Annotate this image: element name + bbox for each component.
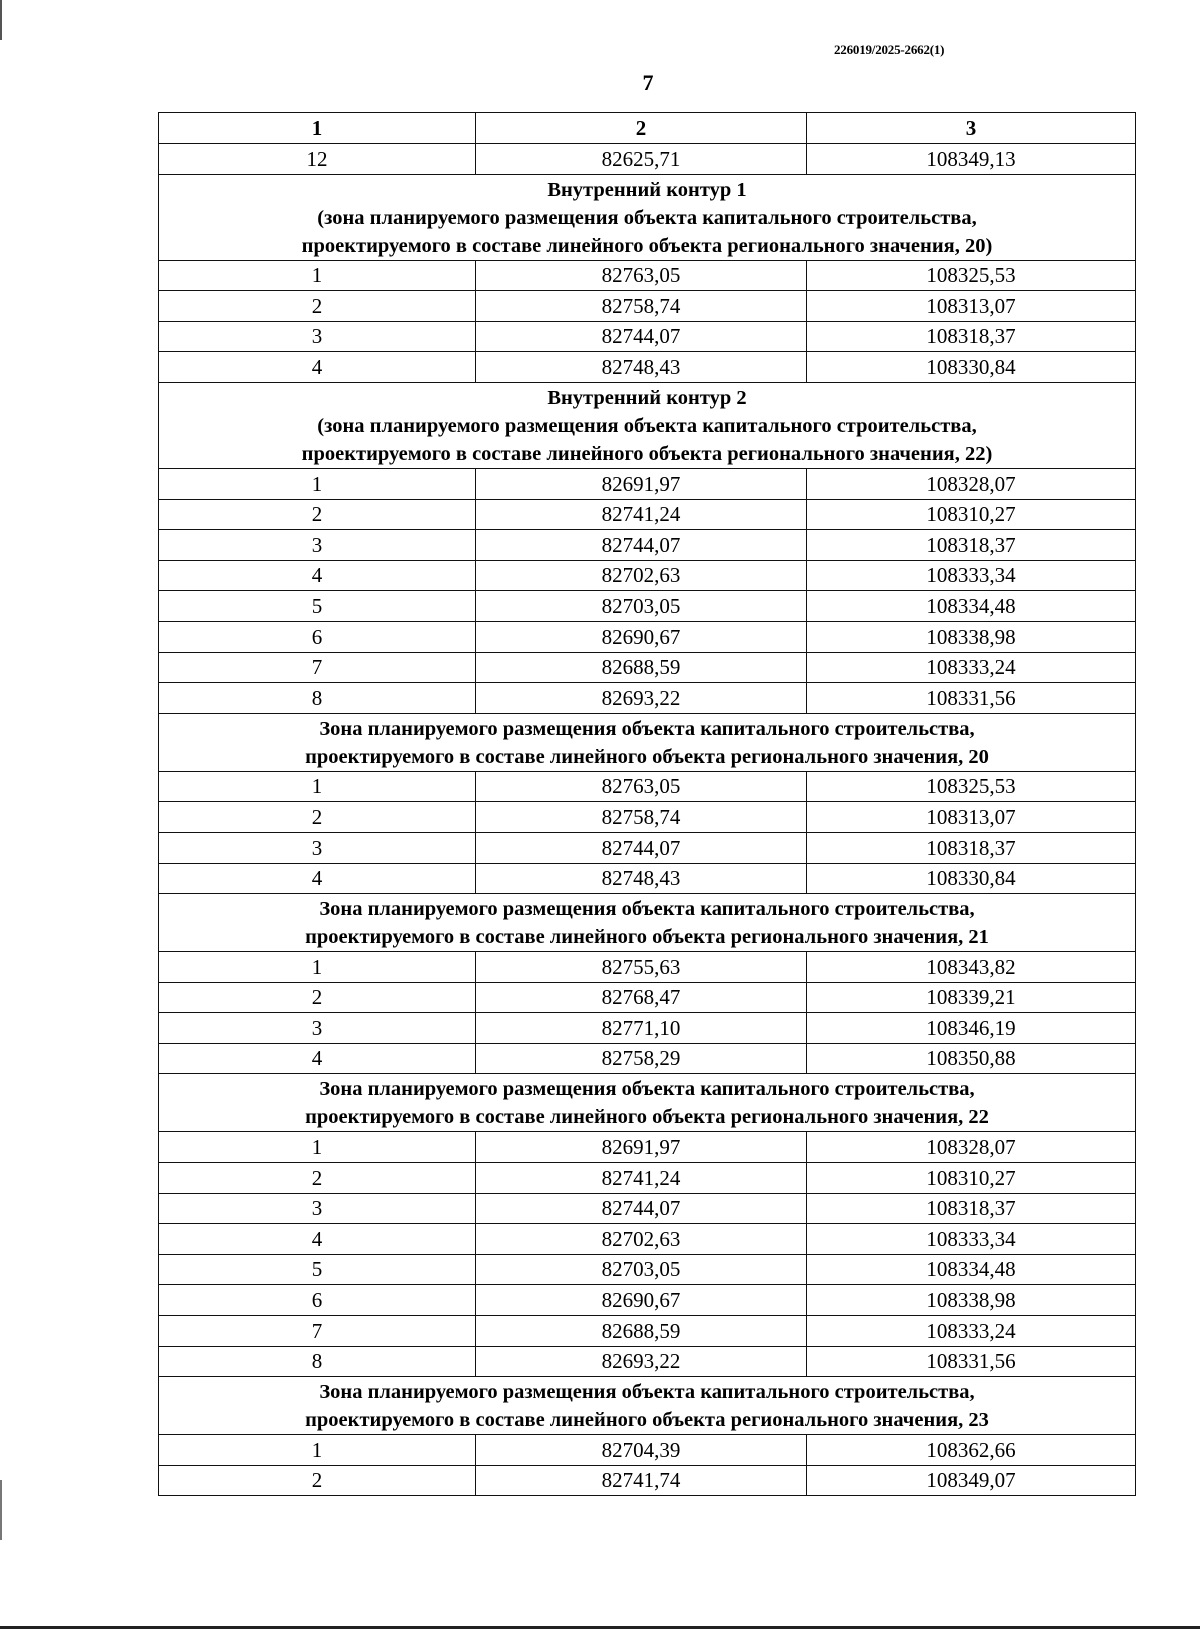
y-coordinate-cell: 108333,24 (807, 652, 1136, 683)
scan-bottom-edge (0, 1626, 1200, 1629)
x-coordinate-cell: 82768,47 (476, 982, 807, 1013)
section-header-row (159, 713, 1136, 771)
table-row (159, 1254, 1136, 1285)
point-number-cell: 1 (159, 1132, 476, 1163)
point-number-cell: 2 (159, 1163, 476, 1194)
coordinates-table-body (159, 113, 1136, 1496)
x-coordinate-cell: 82763,05 (476, 771, 807, 802)
x-coordinate-cell: 82688,59 (476, 652, 807, 683)
table-row (159, 952, 1136, 983)
table-row (159, 1193, 1136, 1224)
table-row (159, 530, 1136, 561)
table-row (159, 260, 1136, 291)
y-coordinate-cell: 108333,24 (807, 1316, 1136, 1347)
table-row (159, 352, 1136, 383)
x-coordinate-cell: 82741,24 (476, 499, 807, 530)
section-title-line: проектируемого в составе линейного объекта регионального значения, 21 (305, 926, 989, 949)
x-coordinate-cell: 82693,22 (476, 1346, 807, 1377)
y-coordinate-cell: 108343,82 (807, 952, 1136, 983)
section-title-line: Зона планируемого размещения объекта капитального строительства, (319, 1381, 975, 1404)
table-row (159, 1346, 1136, 1377)
section-header-row (159, 1377, 1136, 1435)
x-coordinate-cell: 82744,07 (476, 832, 807, 863)
x-coordinate-cell: 82693,22 (476, 683, 807, 714)
point-number-cell: 3 (159, 832, 476, 863)
section-title-line: проектируемого в составе линейного объекта регионального значения, 22) (301, 442, 993, 465)
page-number: 7 (642, 70, 654, 95)
table-row (159, 1316, 1136, 1347)
table-row (159, 1285, 1136, 1316)
point-number-cell: 1 (159, 260, 476, 291)
section-header-row (159, 894, 1136, 952)
section-title-line: (зона планируемого размещения объекта капитального строительства, (317, 414, 977, 437)
table-row (159, 982, 1136, 1013)
table-row (159, 144, 1136, 175)
point-number-cell: 12 (159, 144, 476, 175)
y-coordinate-cell: 108338,98 (807, 621, 1136, 652)
x-coordinate-cell: 82763,05 (476, 260, 807, 291)
point-number-cell: 3 (159, 1193, 476, 1224)
point-number-cell: 8 (159, 1346, 476, 1377)
section-header-row (159, 174, 1136, 260)
x-coordinate-cell: 82704,39 (476, 1435, 807, 1466)
x-coordinate-cell: 82758,74 (476, 291, 807, 322)
y-coordinate-cell: 108310,27 (807, 499, 1136, 530)
x-coordinate-cell: 82688,59 (476, 1316, 807, 1347)
section-title-line: (зона планируемого размещения объекта капитального строительства, (317, 206, 977, 229)
document-number: 226019/2025-2662(1) (834, 42, 945, 57)
y-coordinate-cell: 108330,84 (807, 863, 1136, 894)
section-title-line: проектируемого в составе линейного объекта регионального значения, 22 (305, 1106, 989, 1129)
x-coordinate-cell: 82690,67 (476, 621, 807, 652)
section-title (159, 174, 1136, 260)
y-coordinate-cell: 108333,34 (807, 560, 1136, 591)
x-coordinate-cell: 82703,05 (476, 591, 807, 622)
x-coordinate-cell: 82748,43 (476, 352, 807, 383)
table-row (159, 621, 1136, 652)
section-title-line: Зона планируемого размещения объекта капитального строительства, (319, 717, 975, 740)
column-header: 2 (476, 113, 807, 144)
section-title (159, 1074, 1136, 1132)
x-coordinate-cell: 82771,10 (476, 1013, 807, 1044)
section-title-line: проектируемого в составе линейного объекта регионального значения, 20 (305, 745, 989, 768)
point-number-cell: 5 (159, 1254, 476, 1285)
section-title-line: проектируемого в составе линейного объекта регионального значения, 20) (301, 234, 993, 257)
x-coordinate-cell: 82691,97 (476, 468, 807, 499)
x-coordinate-cell: 82755,63 (476, 952, 807, 983)
point-number-cell: 2 (159, 499, 476, 530)
y-coordinate-cell: 108334,48 (807, 591, 1136, 622)
point-number-cell: 6 (159, 621, 476, 652)
point-number-cell: 1 (159, 771, 476, 802)
y-coordinate-cell: 108349,13 (807, 144, 1136, 175)
section-title (159, 894, 1136, 952)
x-coordinate-cell: 82741,24 (476, 1163, 807, 1194)
table-row (159, 468, 1136, 499)
section-title-line: проектируемого в составе линейного объекта регионального значения, 23 (305, 1409, 989, 1432)
y-coordinate-cell: 108334,48 (807, 1254, 1136, 1285)
table-row (159, 1132, 1136, 1163)
table-header-row (159, 113, 1136, 144)
y-coordinate-cell: 108338,98 (807, 1285, 1136, 1316)
point-number-cell: 4 (159, 1043, 476, 1074)
y-coordinate-cell: 108313,07 (807, 291, 1136, 322)
y-coordinate-cell: 108318,37 (807, 1193, 1136, 1224)
section-title-line: Зона планируемого размещения объекта капитального строительства, (319, 1078, 975, 1101)
y-coordinate-cell: 108318,37 (807, 530, 1136, 561)
y-coordinate-cell: 108328,07 (807, 468, 1136, 499)
point-number-cell: 1 (159, 1435, 476, 1466)
section-title (159, 382, 1136, 468)
table-row (159, 1465, 1136, 1496)
y-coordinate-cell: 108318,37 (807, 321, 1136, 352)
table-row (159, 499, 1136, 530)
coordinates-table (158, 112, 1136, 1496)
section-title-line: Зона планируемого размещения объекта капитального строительства, (319, 898, 975, 921)
y-coordinate-cell: 108325,53 (807, 771, 1136, 802)
y-coordinate-cell: 108333,34 (807, 1224, 1136, 1255)
point-number-cell: 3 (159, 321, 476, 352)
x-coordinate-cell: 82744,07 (476, 530, 807, 561)
y-coordinate-cell: 108339,21 (807, 982, 1136, 1013)
point-number-cell: 6 (159, 1285, 476, 1316)
table-row (159, 1013, 1136, 1044)
point-number-cell: 4 (159, 560, 476, 591)
point-number-cell: 2 (159, 802, 476, 833)
y-coordinate-cell: 108310,27 (807, 1163, 1136, 1194)
y-coordinate-cell: 108313,07 (807, 802, 1136, 833)
point-number-cell: 4 (159, 352, 476, 383)
table-row (159, 832, 1136, 863)
y-coordinate-cell: 108325,53 (807, 260, 1136, 291)
section-header-row (159, 1074, 1136, 1132)
point-number-cell: 1 (159, 952, 476, 983)
x-coordinate-cell: 82758,29 (476, 1043, 807, 1074)
table-row (159, 321, 1136, 352)
column-header: 1 (159, 113, 476, 144)
y-coordinate-cell: 108346,19 (807, 1013, 1136, 1044)
x-coordinate-cell: 82703,05 (476, 1254, 807, 1285)
section-title-line: Внутренний контур 2 (547, 386, 747, 409)
table-row (159, 1435, 1136, 1466)
table-row (159, 591, 1136, 622)
x-coordinate-cell: 82690,67 (476, 1285, 807, 1316)
section-title-line: Внутренний контур 1 (547, 178, 747, 201)
y-coordinate-cell: 108350,88 (807, 1043, 1136, 1074)
y-coordinate-cell: 108328,07 (807, 1132, 1136, 1163)
y-coordinate-cell: 108349,07 (807, 1465, 1136, 1496)
section-header-row (159, 382, 1136, 468)
y-coordinate-cell: 108331,56 (807, 683, 1136, 714)
scan-edge-mark (0, 1480, 2, 1540)
point-number-cell: 2 (159, 1465, 476, 1496)
point-number-cell: 3 (159, 530, 476, 561)
section-title (159, 713, 1136, 771)
x-coordinate-cell: 82702,63 (476, 1224, 807, 1255)
table-row (159, 863, 1136, 894)
table-row (159, 652, 1136, 683)
y-coordinate-cell: 108331,56 (807, 1346, 1136, 1377)
table-row (159, 683, 1136, 714)
point-number-cell: 4 (159, 863, 476, 894)
point-number-cell: 8 (159, 683, 476, 714)
x-coordinate-cell: 82741,74 (476, 1465, 807, 1496)
point-number-cell: 5 (159, 591, 476, 622)
point-number-cell: 2 (159, 982, 476, 1013)
x-coordinate-cell: 82744,07 (476, 1193, 807, 1224)
x-coordinate-cell: 82744,07 (476, 321, 807, 352)
table-row (159, 560, 1136, 591)
x-coordinate-cell: 82625,71 (476, 144, 807, 175)
table-row (159, 771, 1136, 802)
point-number-cell: 2 (159, 291, 476, 322)
y-coordinate-cell: 108362,66 (807, 1435, 1136, 1466)
x-coordinate-cell: 82702,63 (476, 560, 807, 591)
scan-edge-mark (0, 0, 2, 40)
column-header: 3 (807, 113, 1136, 144)
table-row (159, 1224, 1136, 1255)
x-coordinate-cell: 82758,74 (476, 802, 807, 833)
y-coordinate-cell: 108318,37 (807, 832, 1136, 863)
table-row (159, 802, 1136, 833)
x-coordinate-cell: 82691,97 (476, 1132, 807, 1163)
point-number-cell: 1 (159, 468, 476, 499)
y-coordinate-cell: 108330,84 (807, 352, 1136, 383)
point-number-cell: 7 (159, 652, 476, 683)
section-title (159, 1377, 1136, 1435)
table-row (159, 1163, 1136, 1194)
point-number-cell: 7 (159, 1316, 476, 1347)
x-coordinate-cell: 82748,43 (476, 863, 807, 894)
point-number-cell: 4 (159, 1224, 476, 1255)
point-number-cell: 3 (159, 1013, 476, 1044)
table-row (159, 291, 1136, 322)
table-row (159, 1043, 1136, 1074)
